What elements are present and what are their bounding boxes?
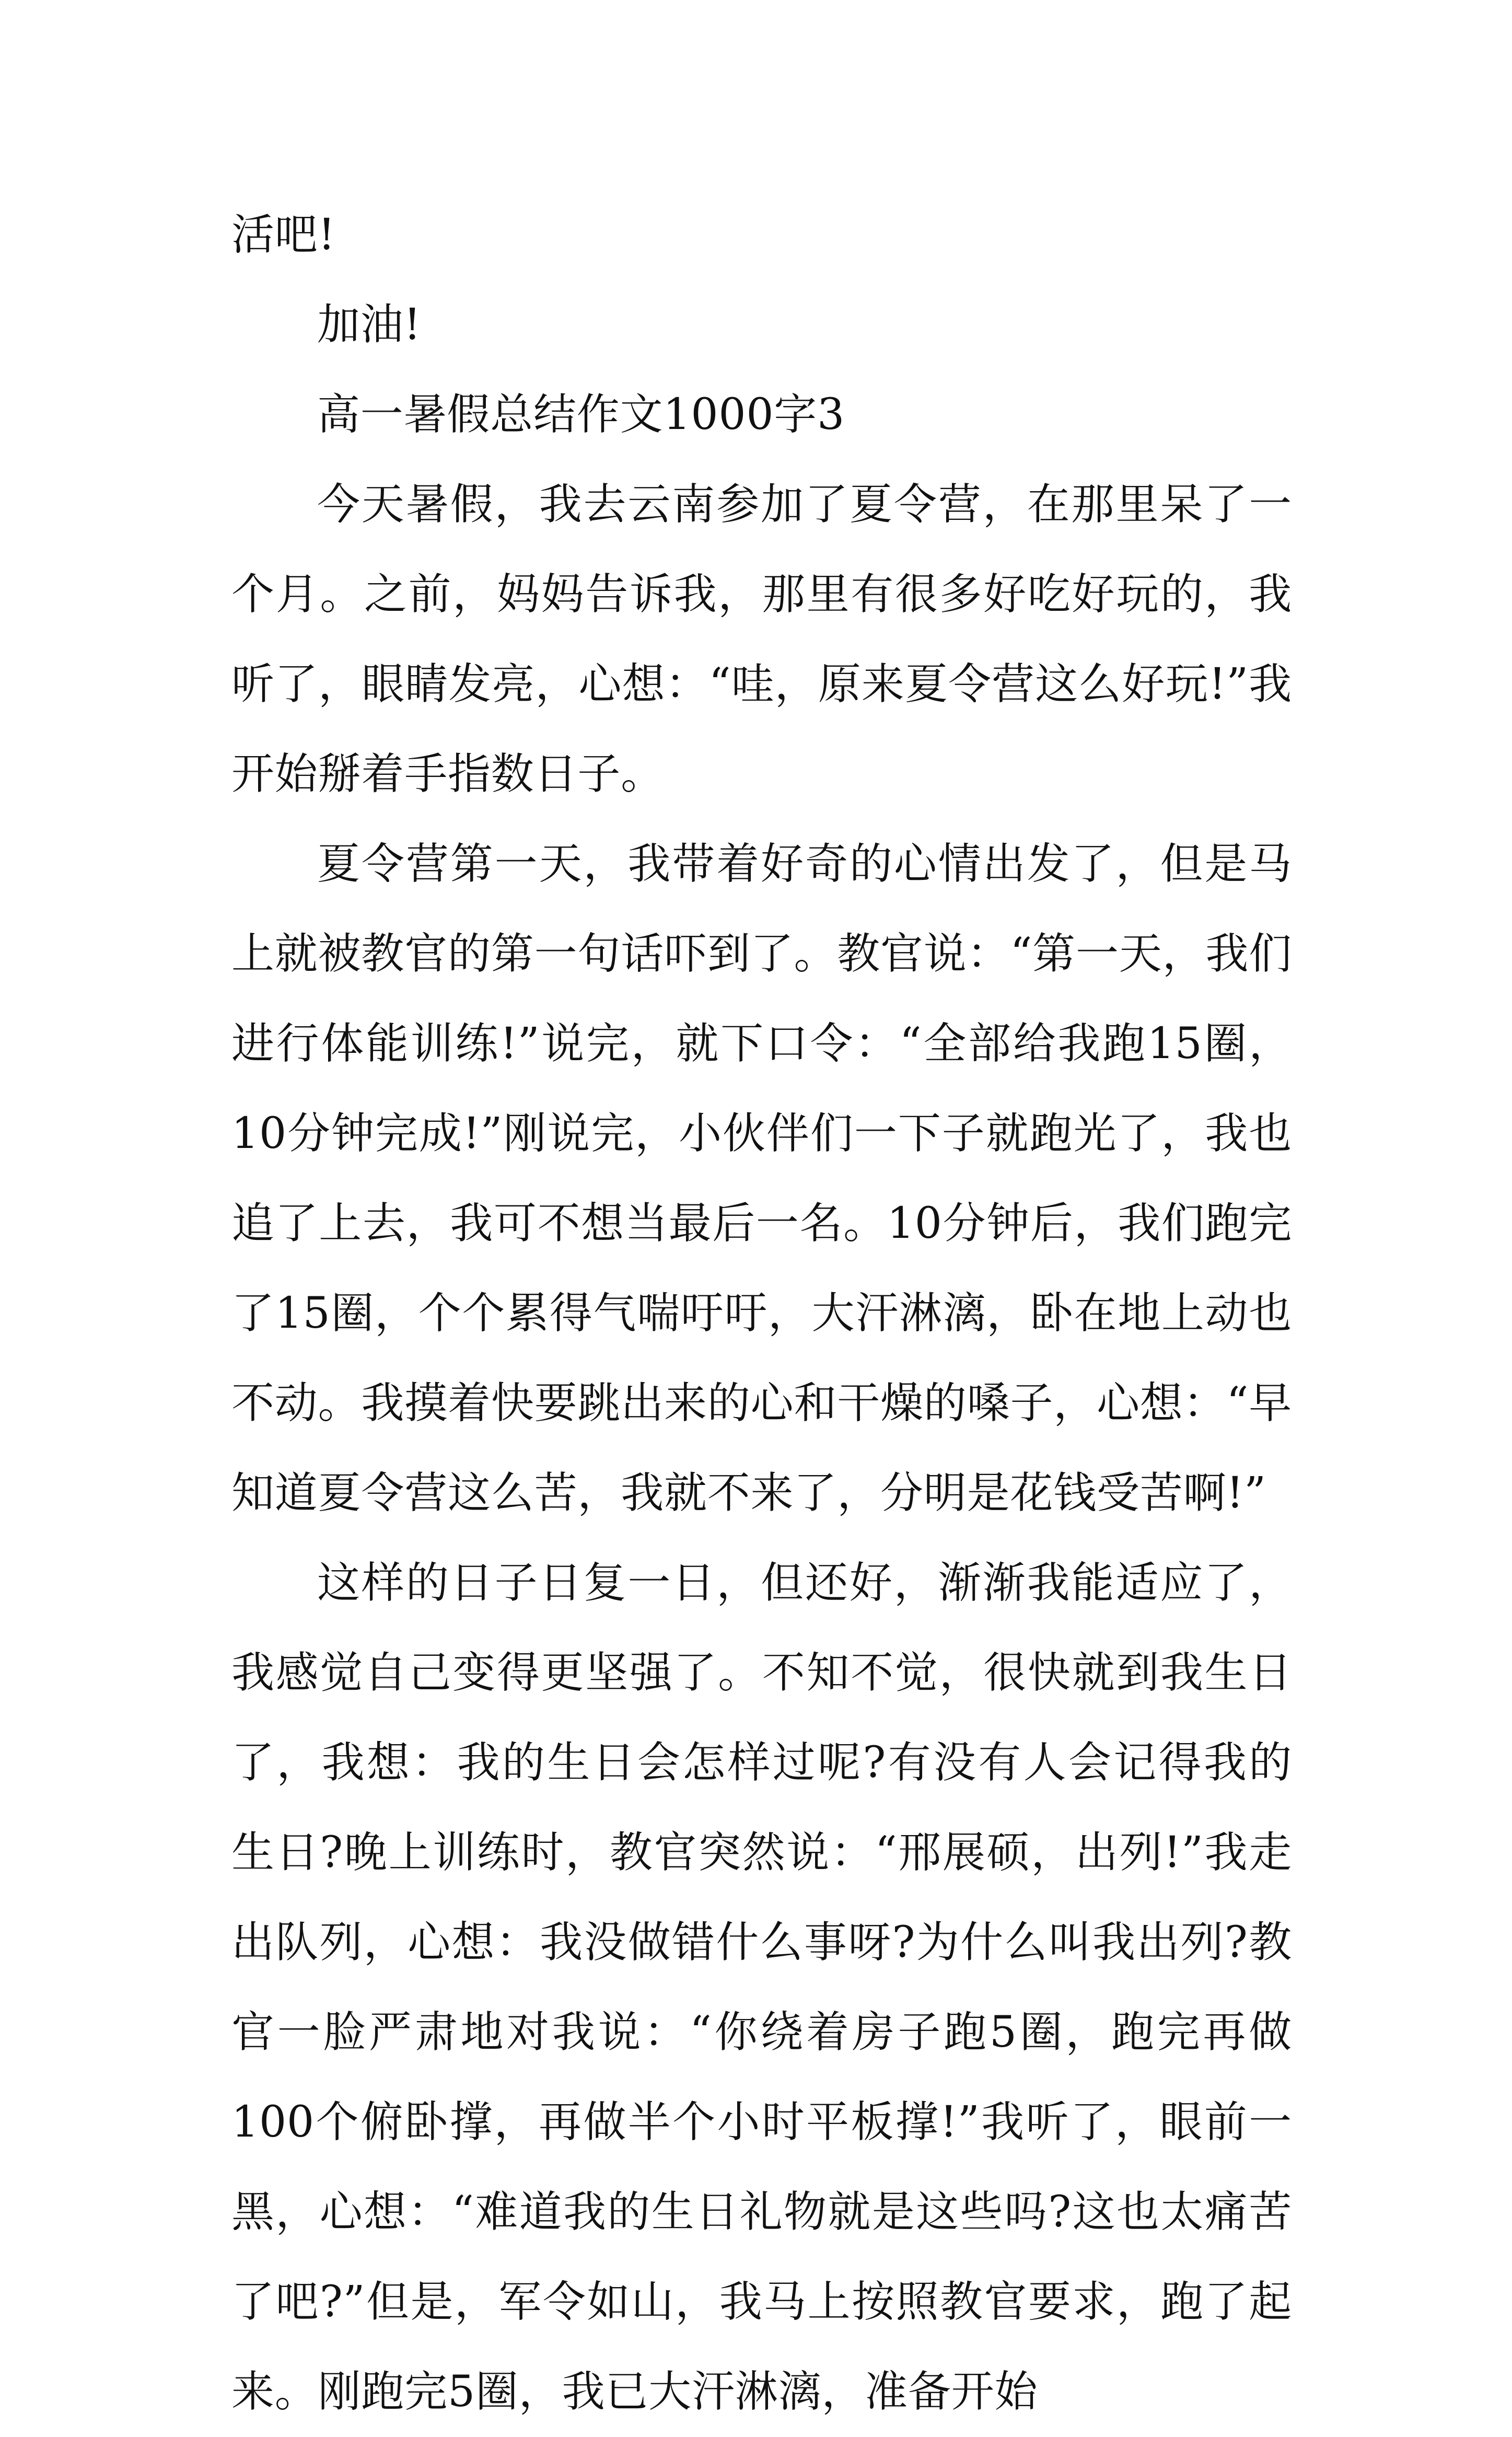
paragraph-first-day: 夏令营第一天，我带着好奇的心情出发了，但是马上就被教官的第一句话吓到了。教官说：“第一天，我们进行体能训练!”说完，就下口令：“全部给我跑15圈，10分钟完成!”刚说完，小伙伴们一下子就跑光了，我也追了上去，我可不想当最后一名。10分钟后，我们跑完了15圈，个个累得气喘吁吁，大汗淋漓，卧在地上动也不动。我摸着快要跳出来的心和干燥的嗓子，心想：“早知道夏令营这么苦，我就不来了，分明是花钱受苦啊!” xyxy=(231,839,1292,1518)
paragraph-intro: 今天暑假，我去云南参加了夏令营，在那里呆了一个月。之前，妈妈告诉我，那里有很多好吃好玩的，我听了，眼睛发亮，心想：“哇，原来夏令营这么好玩!”我开始掰着手指数日子。 xyxy=(231,480,1292,799)
paragraph-cheer: 加油! xyxy=(317,300,422,350)
document-body xyxy=(231,190,1292,2437)
paragraph-continuation: 活吧! xyxy=(231,210,336,260)
paragraph-birthday: 这样的日子日复一日，但还好，渐渐我能适应了，我感觉自己变得更坚强了。不知不觉，很快就到我生日了，我想：我的生日会怎样过呢?有没有人会记得我的生日?晚上训练时，教官突然说：“邢展硕，出列!”我走出队列，心想：我没做错什么事呀?为什么叫我出列?教官一脸严肃地对我说：“你绕着房子跑5圈，跑完再做100个俯卧撑，再做半个小时平板撑!”我听了，眼前一黑，心想：“难道我的生日礼物就是这些吗?这也太痛苦了吧?”但是，军令如山，我马上按照教官要求，跑了起来。刚跑完5圈，我已大汗淋漓，准备开始 xyxy=(231,1558,1292,2417)
essay-title: 高一暑假总结作文1000字3 xyxy=(317,390,845,439)
